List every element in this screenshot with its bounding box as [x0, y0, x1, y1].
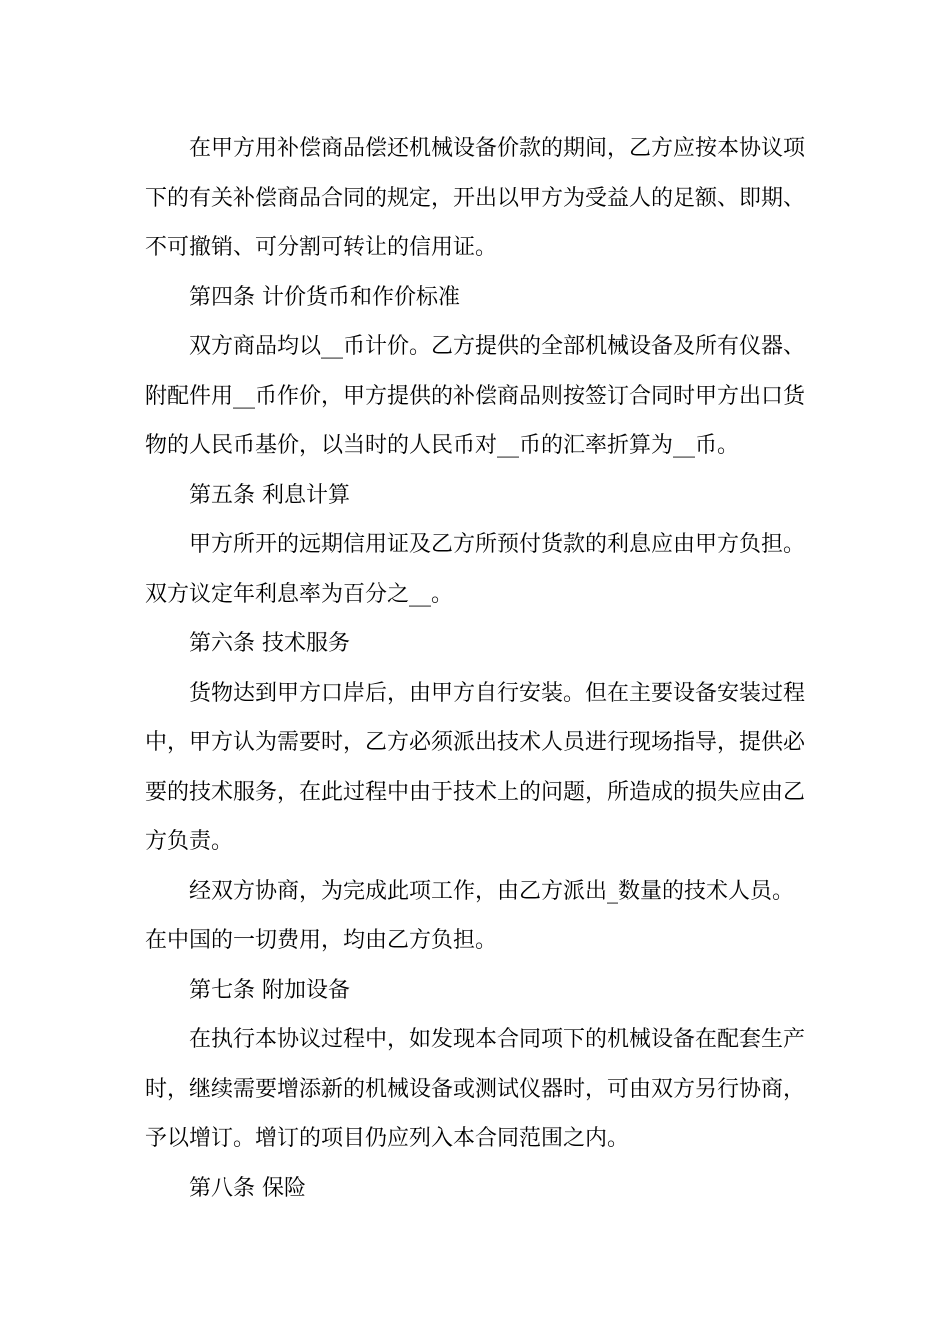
heading-article-5: 第五条 利息计算 — [189, 482, 350, 508]
paragraph-technical-staff: 经双方协商，为完成此项工作，由乙方派出_数量的技术人员。在中国的一切费用，均由乙方负担。 — [145, 878, 795, 953]
heading-article-8: 第八条 保险 — [189, 1175, 306, 1201]
heading-article-6: 第六条 技术服务 — [189, 631, 350, 656]
contract-body — [145, 124, 809, 1213]
heading-article-7: 第七条 附加设备 — [189, 977, 350, 1003]
paragraph-technical-service: 货物达到甲方口岸后，由甲方自行安装。但在主要设备安装过程中，甲方认为需要时，乙方必须派出技术人员进行现场指导，提供必要的技术服务，在此过程中由于技术上的问题，所造成的损失应由乙方负责。 — [145, 680, 806, 854]
heading-article-4: 第四条 计价货币和作价标准 — [189, 284, 460, 310]
paragraph-currency: 双方商品均以__币计价。乙方提供的全部机械设备及所有仪器、附配件用__币作价，甲方提供的补偿商品则按签订合同时甲方出口货物的人民币基价，以当时的人民币对__币的汇率折算为__币。 — [145, 334, 806, 458]
paragraph-credit-letter: 在甲方用补偿商品偿还机械设备价款的期间，乙方应按本协议项下的有关补偿商品合同的规定，开出以甲方为受益人的足额、即期、不可撤销、可分割可转让的信用证。 — [145, 136, 806, 260]
paragraph-interest: 甲方所开的远期信用证及乙方所预付货款的利息应由甲方负担。双方议定年利息率为百分之__。 — [145, 532, 806, 607]
paragraph-additional-equipment: 在执行本协议过程中，如发现本合同项下的机械设备在配套生产时，继续需要增添新的机械设备或测试仪器时，可由双方另行协商，予以增订。增订的项目仍应列入本合同范围之内。 — [145, 1027, 806, 1151]
